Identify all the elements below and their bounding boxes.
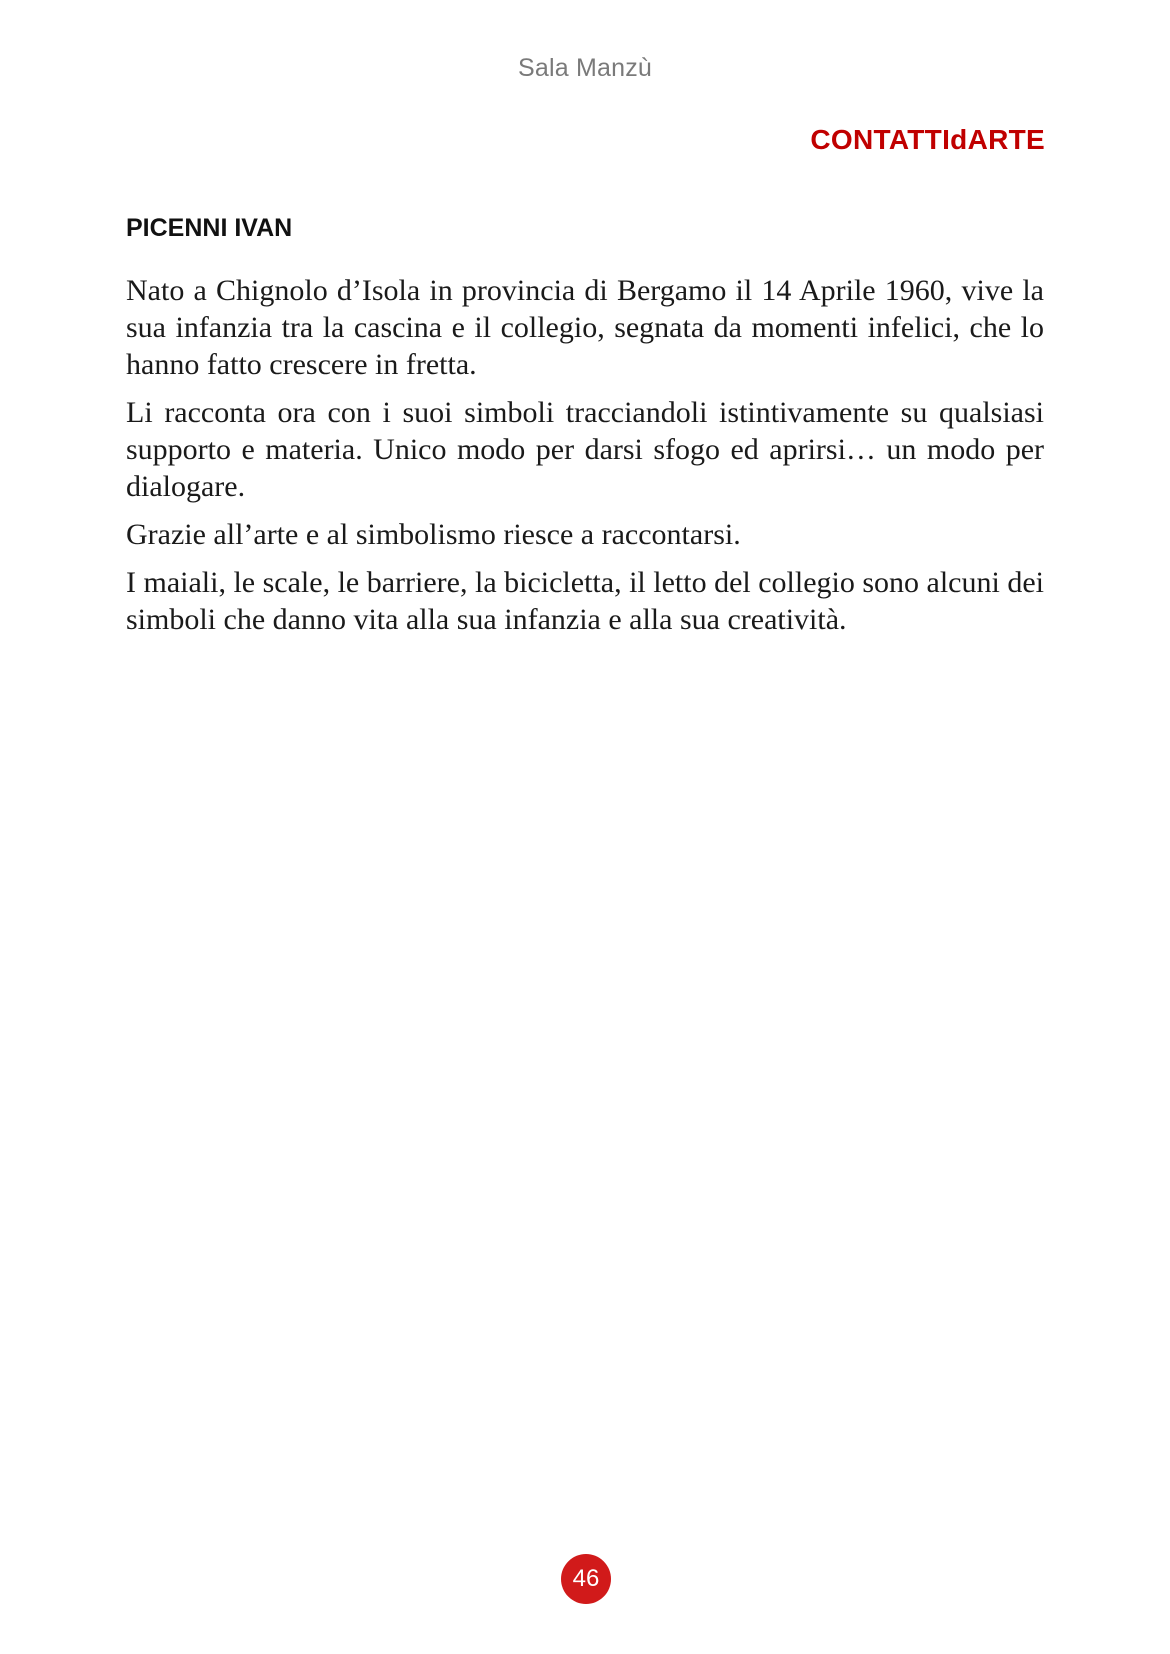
running-header: Sala Manzù [517,54,653,82]
paragraph-2: Li racconta ora con i suoi simboli tracciandoli istintivamente su qualsiasi supporto e materia. Unico modo per darsi sfogo ed aprirsi… un modo per dialogare. [126,396,1044,503]
paragraph-3: Grazie all’arte e al simbolismo riesce a raccontarsi. [126,518,741,551]
brand-title: CONTATTIdARTE [810,124,1045,155]
article-body [126,272,1044,649]
artist-name-heading: PICENNI IVAN [126,214,293,242]
paragraph-4: I maiali, le scale, le barriere, la bicicletta, il letto del collegio sono alcuni dei simboli che danno vita alla sua infanzia e alla sua creatività. [126,566,1044,636]
page-number-badge: 46 [561,1554,611,1604]
paragraph-1: Nato a Chignolo d’Isola in provincia di Bergamo il 14 Aprile 1960, vive la sua infanzia tra la cascina e il collegio, segnata da momenti infelici, che lo hanno fatto crescere in fretta. [126,274,1044,381]
